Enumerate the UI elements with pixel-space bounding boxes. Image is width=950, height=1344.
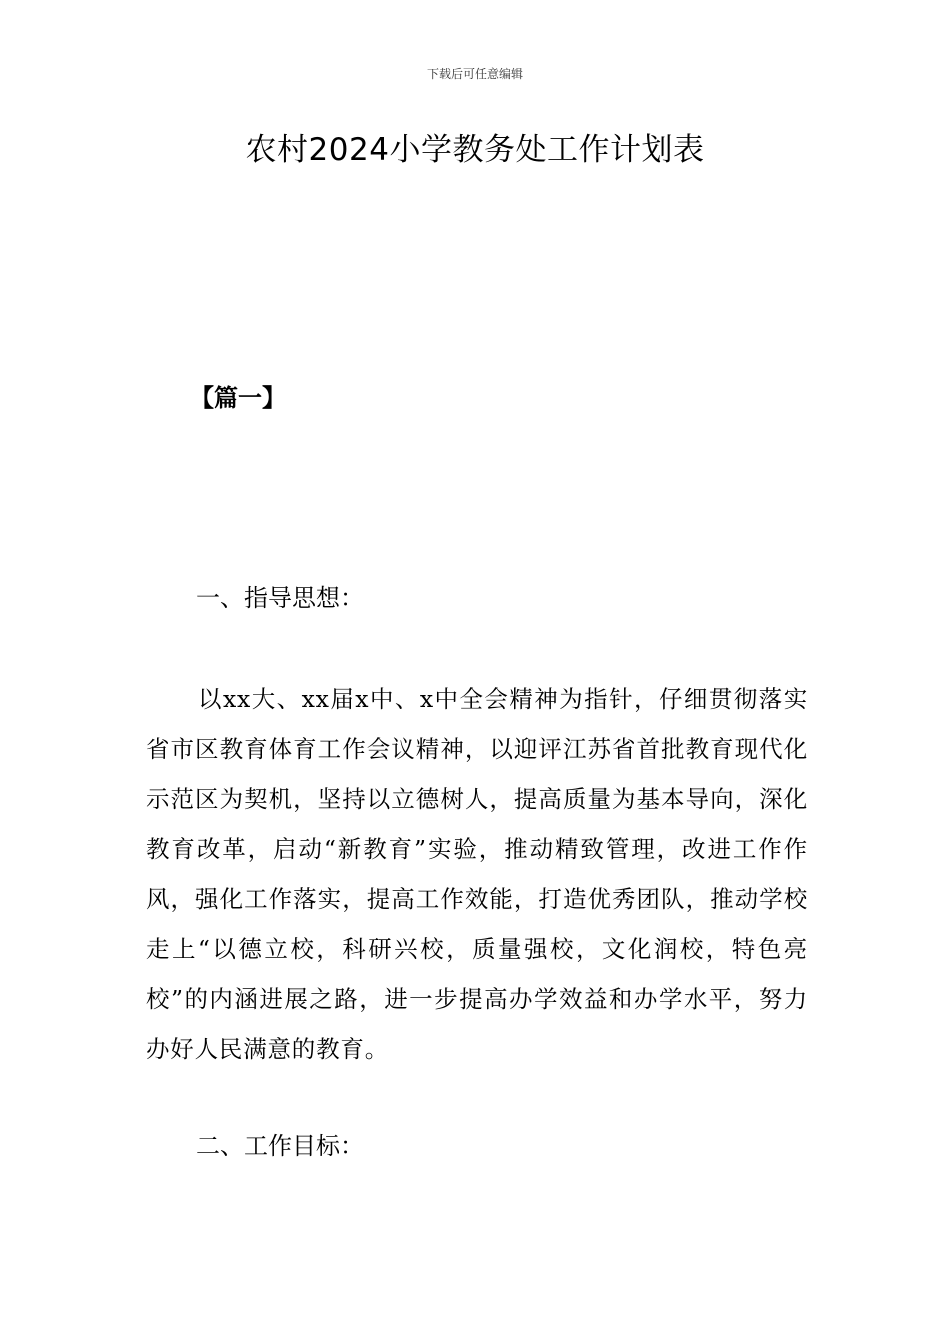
header-note: 下载后可任意编辑 (426, 67, 523, 81)
document-title: 农村2024小学教务处工作计划表 (245, 132, 705, 168)
body-paragraph: 以xx大、xx届x中、x中全会精神为指针，仔细贯彻落实省市区教育体育工作会议精神，以迎评江苏省首批教育现代化示范区为契机，坚持以立德树人，提高质量为基本导向，深化教育改革，启动“新教育”实验，推动精致管理，改进工作作风，强化工作落实，提高工作效能，打造优秀团队，推动学校走上“以德立校，科研兴校，质量强校，文化润校，特色亮校”的内涵进展之路，进一步提高办学效益和办学水平，努力办好人民满意的教育。 (146, 685, 808, 1063)
section-label: 【篇一】 (190, 384, 286, 412)
section-heading-work-goals: 二、工作目标： (196, 1132, 364, 1160)
section-heading-guiding-ideology: 一、指导思想： (196, 584, 364, 612)
